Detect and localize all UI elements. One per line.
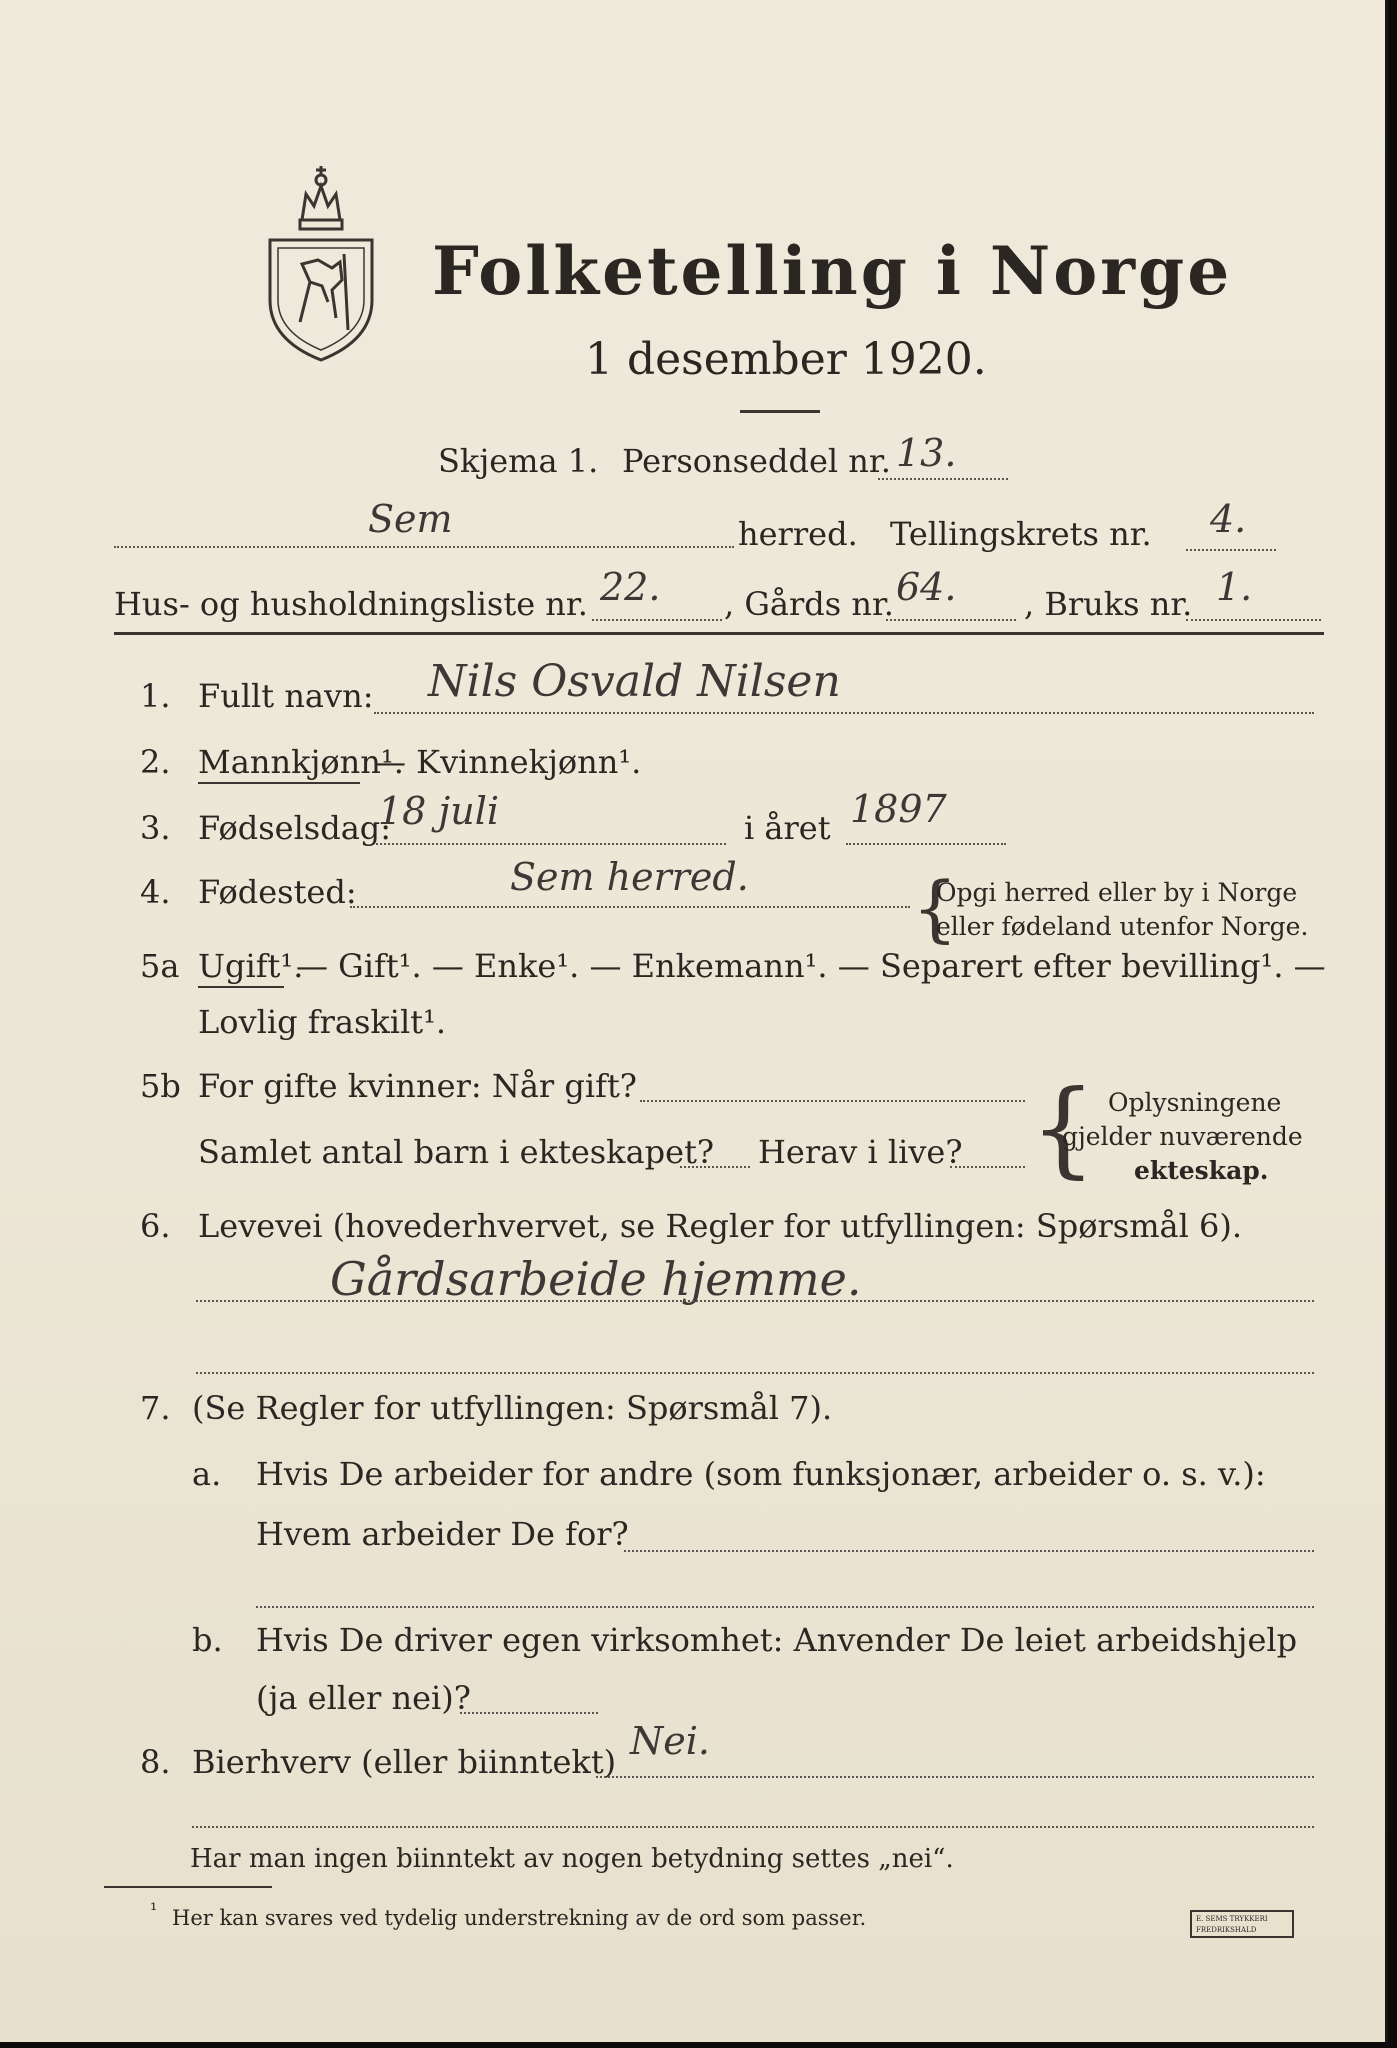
herred-value[interactable]: Sem: [368, 497, 453, 541]
q7a-letter: a.: [192, 1455, 222, 1493]
gards-line: [886, 619, 1016, 621]
hus-line: [592, 619, 722, 621]
q7a-label2: Hvem arbeider De for?: [256, 1515, 629, 1553]
form-date: 1 desember 1920.: [585, 334, 987, 385]
q3-year-label: i året: [744, 809, 831, 847]
q6-label: Levevei (hovederhvervet, se Regler for utfyllingen: Spørsmål 6).: [198, 1207, 1243, 1245]
q7a-line1: [624, 1550, 1314, 1552]
q6-line2: [196, 1372, 1314, 1374]
footnote-text: Her kan svares ved tydelig understrekning av de ord som passer.: [172, 1906, 867, 1930]
q3-number: 3.: [140, 809, 171, 847]
tellingskrets-line: [1186, 549, 1276, 551]
q8-label: Bierhverv (eller biinntekt): [192, 1743, 617, 1781]
nei-note: Har man ingen biinntekt av nogen betydning settes „nei“.: [190, 1844, 954, 1874]
q4-line: [350, 906, 910, 908]
q6-line1: [196, 1300, 1314, 1302]
q7a-line2: [256, 1606, 1314, 1608]
q4-birthplace[interactable]: Sem herred.: [510, 855, 749, 899]
q5a-ugift-option[interactable]: Ugift¹.: [198, 947, 304, 985]
q1-number: 1.: [140, 677, 171, 715]
q8-number: 8.: [140, 1743, 171, 1781]
q5b-note-line3: ekteskap.: [1134, 1156, 1269, 1185]
form-title: Folketelling i Norge: [432, 232, 1233, 310]
q3-label: Fødselsdag:: [198, 809, 392, 847]
tellingskrets-value[interactable]: 4.: [1210, 497, 1247, 541]
q2-male-underline: [198, 782, 360, 784]
q8-line1: [596, 1776, 1314, 1778]
q7-number: 7.: [140, 1389, 171, 1427]
q4-label: Fødested:: [198, 873, 357, 911]
q1-full-name[interactable]: Nils Osvald Nilsen: [428, 656, 841, 707]
q3-line: [376, 843, 726, 845]
tellingskrets-label: Tellingskrets nr.: [890, 515, 1152, 553]
hus-value[interactable]: 22.: [600, 565, 661, 609]
title-divider: [740, 410, 820, 413]
q2-other-options: — Kvinnekjønn¹.: [374, 743, 642, 781]
norwegian-coat-of-arms-icon: [262, 162, 380, 362]
footnote-marker: ¹: [150, 1900, 158, 1921]
q1-label: Fullt navn:: [198, 677, 374, 715]
personseddel-line: [878, 478, 1008, 480]
q7a-label: Hvis De arbeider for andre (som funksjonær, arbeider o. s. v.):: [256, 1455, 1266, 1493]
q4-note-line2: eller fødeland utenfor Norge.: [936, 912, 1309, 941]
personseddel-label: Personseddel nr.: [622, 442, 891, 480]
q5a-number: 5a: [140, 947, 180, 985]
q5a-other-options: — Gift¹. — Enke¹. — Enkemann¹. — Separert efter bevilling¹. —: [296, 947, 1326, 985]
q7b-line: [460, 1712, 598, 1714]
q6-number: 6.: [140, 1207, 171, 1245]
q5b-note-brace: {: [1030, 1067, 1097, 1189]
skjema-label: Skjema 1.: [438, 442, 599, 480]
q7b-letter: b.: [192, 1621, 223, 1659]
q5b-alive-line: [950, 1166, 1025, 1168]
q5b-married-line: [640, 1100, 1025, 1102]
q3-birthday[interactable]: 18 juli: [378, 789, 499, 833]
q7-label: (Se Regler for utfyllingen: Spørsmål 7).: [192, 1389, 833, 1427]
gards-label: , Gårds nr.: [724, 585, 894, 623]
q5b-note-line1: Oplysningene: [1108, 1088, 1282, 1117]
q6-occupation[interactable]: Gårdsarbeide hjemme.: [330, 1252, 862, 1306]
q5b-children-line: [680, 1166, 750, 1168]
header-rule: [114, 632, 1324, 635]
personseddel-value[interactable]: 13.: [896, 431, 957, 475]
q5b-note-line2: gjelder nuværende: [1062, 1122, 1303, 1151]
q2-male-option[interactable]: Mannkjønn¹.: [198, 743, 404, 781]
q5b-label-married: For gifte kvinner: Når gift?: [198, 1067, 637, 1105]
q5a-line2: Lovlig fraskilt¹.: [198, 1003, 447, 1041]
q8-line2: [192, 1826, 1314, 1828]
gards-value[interactable]: 64.: [896, 565, 957, 609]
bruks-line: [1186, 619, 1321, 621]
printer-stamp-text: E. SEMS TRYKKERI FREDRIKSHALD: [1196, 1915, 1268, 1934]
q2-number: 2.: [140, 743, 171, 781]
q3-year[interactable]: 1897: [850, 787, 947, 831]
q4-note-line1: Opgi herred eller by i Norge: [936, 878, 1298, 907]
q5b-label-alive: Herav i live?: [758, 1133, 963, 1171]
q8-secondary-income[interactable]: Nei.: [630, 1719, 710, 1763]
hus-label: Hus- og husholdningsliste nr.: [114, 585, 588, 623]
bruks-value[interactable]: 1.: [1216, 565, 1253, 609]
q7b-label: Hvis De driver egen virksomhet: Anvender De leiet arbeidshjelp: [256, 1621, 1298, 1659]
herred-line: [114, 546, 734, 548]
q5b-number: 5b: [140, 1067, 181, 1105]
q3-year-line: [846, 843, 1006, 845]
bruks-label: , Bruks nr.: [1024, 585, 1193, 623]
q5a-ugift-underline: [198, 986, 284, 988]
herred-label: herred.: [738, 515, 858, 553]
q4-number: 4.: [140, 873, 171, 911]
q7b-label2: (ja eller nei)?: [256, 1679, 471, 1717]
footnote-rule: [104, 1886, 272, 1888]
q4-note-brace: {: [912, 866, 958, 950]
printer-stamp: [1190, 1910, 1294, 1938]
q5b-label-children: Samlet antal barn i ekteskapet?: [198, 1133, 715, 1171]
q1-line: [374, 712, 1314, 714]
